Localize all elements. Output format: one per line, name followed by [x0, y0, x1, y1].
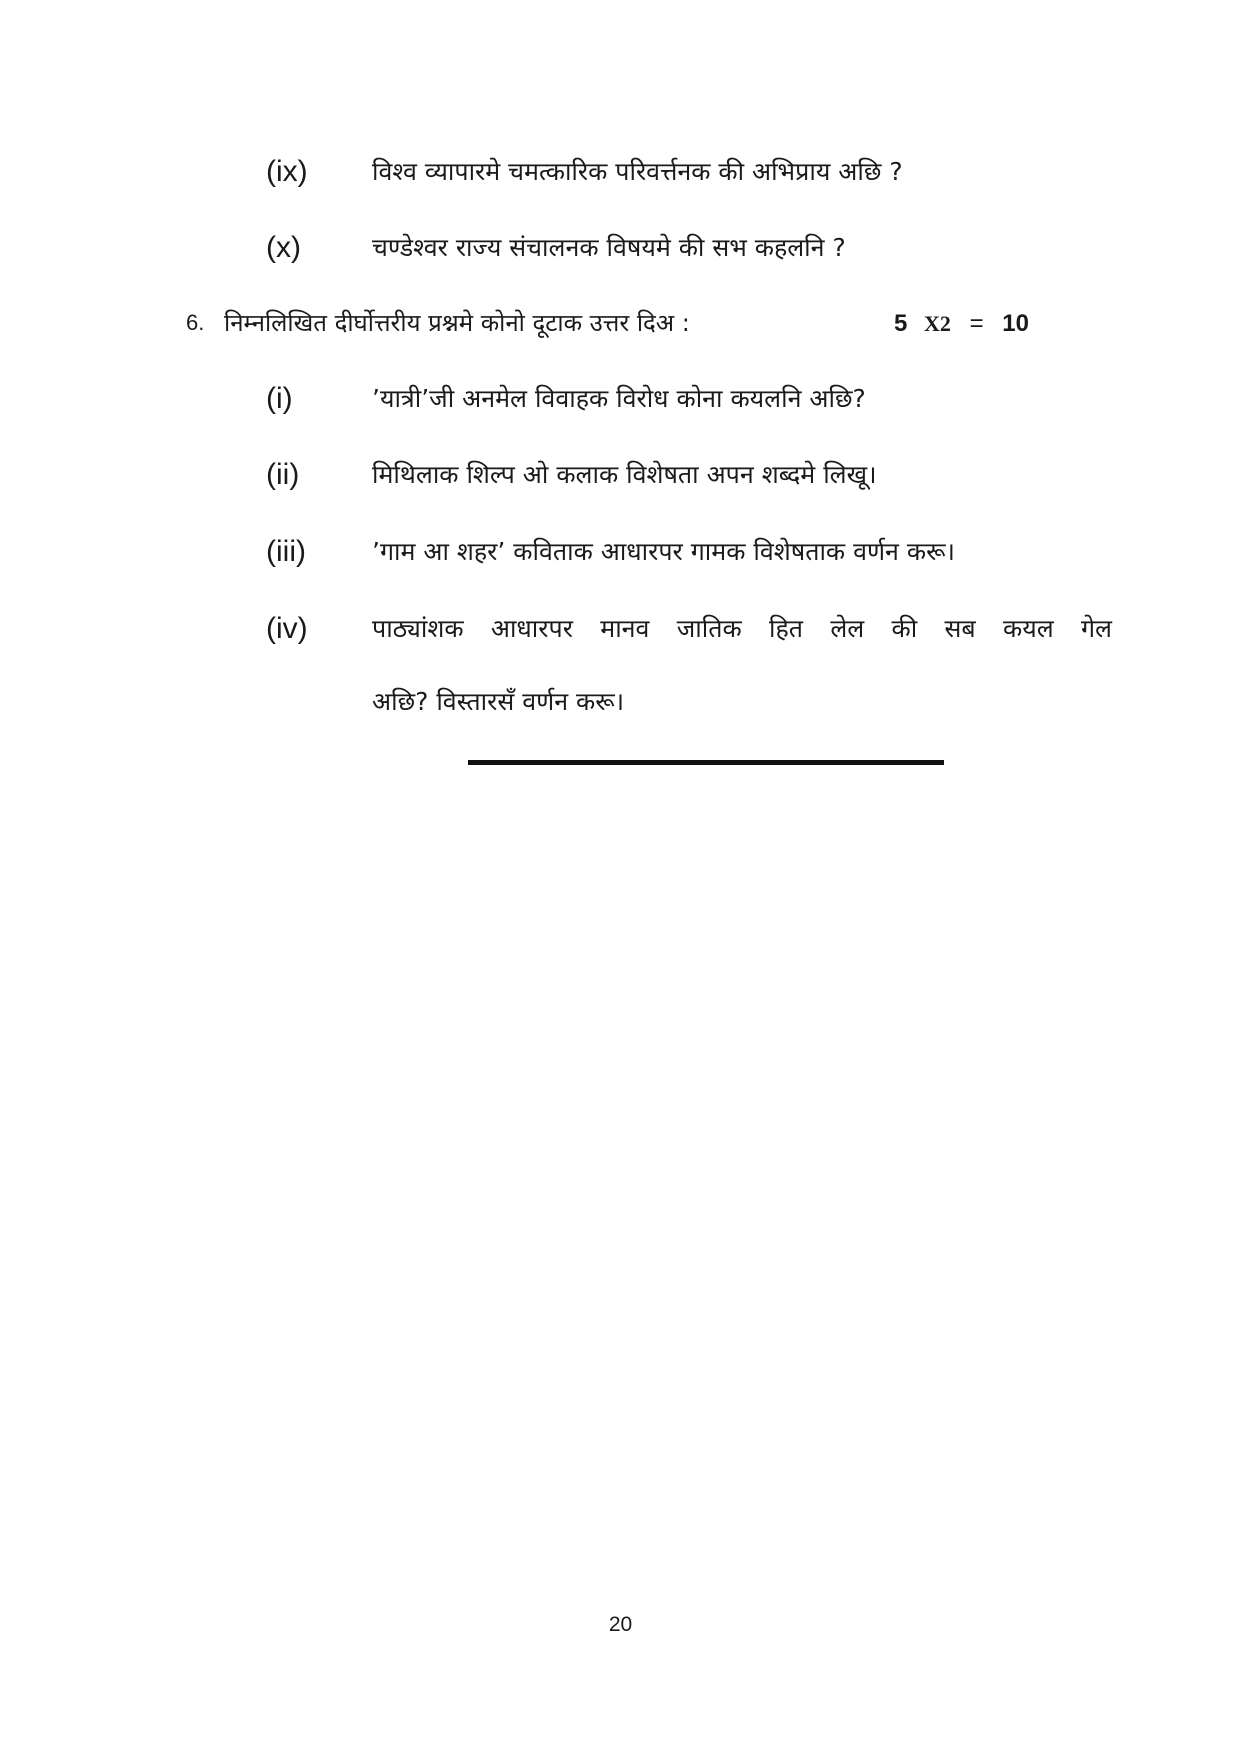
question-number-ii: (ii): [266, 458, 300, 491]
section-instruction: निम्नलिखित दीर्घोत्तरीय प्रश्नमे कोनो दूटाक उत्तर दिअ :: [224, 309, 690, 337]
marks-total: 10: [1002, 310, 1029, 337]
end-of-section-rule: [468, 760, 944, 765]
question-number-x: (x): [266, 231, 301, 264]
section-marks: [894, 304, 1029, 344]
marks-equals: =: [969, 310, 984, 337]
marks-per-question: 5: [894, 310, 908, 337]
page-number: 20: [608, 1613, 633, 1636]
question-text-ii: मिथिलाक शिल्प ओ कलाक विशेषता अपन शब्दमे लिखू।: [372, 460, 877, 489]
question-text-x: चण्डेश्वर राज्य संचालनक विषयमे की सभ कहलनि ?: [372, 233, 846, 262]
question-text-ix: विश्व व्यापारमे चमत्कारिक परिवर्त्तनक की अभिप्राय अछि ?: [372, 157, 903, 186]
section-number: 6.: [186, 310, 205, 335]
question-text-iv-line1: पाठ्यांशक आधारपर मानव जातिक हित लेल की सब कयल गेल: [372, 614, 1112, 643]
marks-multiply: X: [924, 311, 940, 336]
question-number-i: (i): [266, 382, 293, 415]
question-text-iii: ’गाम आ शहर’ कविताक आधारपर गामक विशेषताक वर्णन करू।: [372, 537, 955, 566]
marks-question-count: 2: [939, 311, 951, 336]
question-number-iii: (iii): [266, 535, 306, 568]
question-text-i: ’यात्री’जी अनमेल विवाहक विरोध कोना कयलनि अछि?: [372, 384, 866, 413]
question-number-ix: (ix): [266, 155, 308, 188]
question-number-iv: (iv): [266, 612, 308, 645]
question-text-iv-line2: अछि? विस्तारसँ वर्णन करू।: [372, 687, 625, 716]
